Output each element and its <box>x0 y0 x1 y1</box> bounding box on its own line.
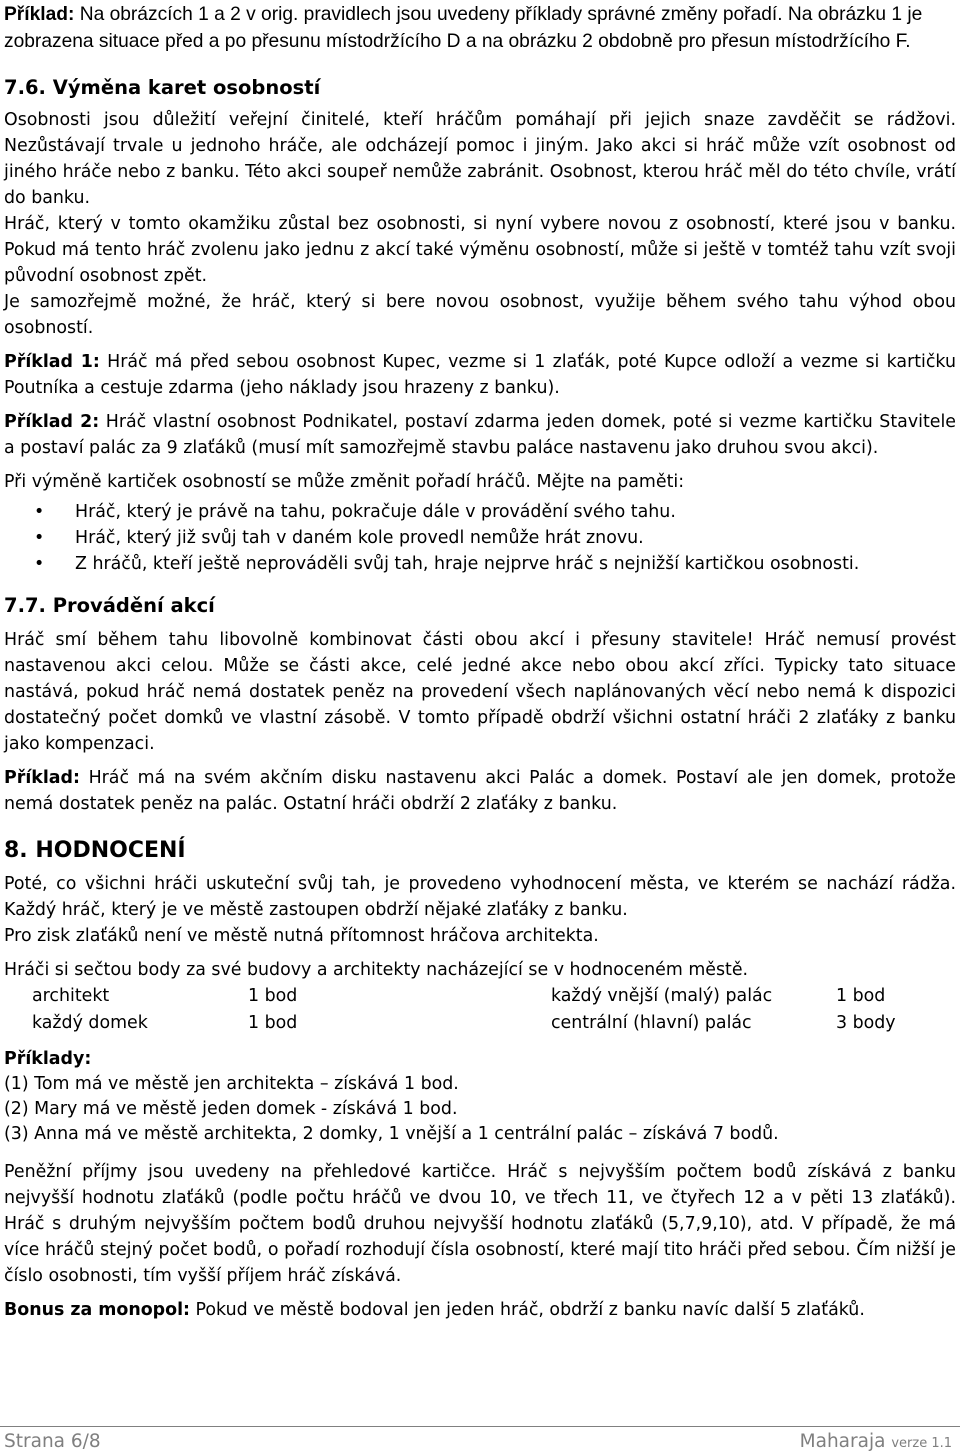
paragraph: Je samozřejmě možné, že hráč, který si bere novou osobnost, využije během svého tahu výhod obou osobností. <box>4 292 956 338</box>
page-footer <box>0 1426 960 1454</box>
example-1-text: Hráč má před sebou osobnost Kupec, vezme si 1 zlaťák, poté Kupce odloží a vezme si kartičku Poutníka a cestuje zdarma (jeho náklady jsou hrazeny z banku). <box>4 352 956 398</box>
paragraph: Při výměně kartiček osobností se může změnit pořadí hráčů. Mějte na paměti: <box>4 472 685 492</box>
bullet-icon: • <box>34 554 45 574</box>
table-cell: 1 bod <box>248 1012 298 1033</box>
paragraph: Hráč, který v tomto okamžiku zůstal bez osobnosti, si nyní vybere novou z osobností, které jsou v banku. Pokud má tento hráč zvolenu jako jednu z akcí také výměnu osobností, může si ještě v tomtéž tahu vzít svoji původní osobnost zpět. <box>4 214 956 286</box>
examples-label: Příklady: <box>4 1049 92 1069</box>
footer-version: verze 1.1 <box>891 1436 952 1451</box>
table-cell: architekt <box>32 986 110 1006</box>
intro-text: Na obrázcích 1 a 2 v orig. pravidlech jsou uvedeny příklady správné změny pořadí. Na obrázku 1 je zobrazena situace před a po přesunu místodržícího D a na obrázku 2 obdobně pro přesun místodržícího F. <box>4 4 923 52</box>
paragraph: Peněžní příjmy jsou uvedeny na přehledové kartičce. Hráč s nejvyšším počtem bodů získává z banku nejvyšší hodnotu zlaťáků (podle počtu hráčů ve dvou 10, ve třech 11, ve čtyřech 12 a v pěti 13 zlaťáků). Hráč s druhým nejvyšším počtem bodů druhou nejvyšší hodnotu zlaťáků (5,7,9,10), atd. V případě, že má více hráčů stejný počet bodů, o pořadí rozhodují čísla osobností, které mají tito hráči před sebou. Čím nižší je číslo osobnosti, tím vyšší příjem hráč získává. <box>4 1162 956 1286</box>
heading-7-7: 7.7. Provádění akcí <box>4 594 215 617</box>
heading-8: 8. HODNOCENÍ <box>4 838 186 863</box>
table-cell: centrální (hlavní) palác <box>551 1012 752 1033</box>
example-text: Hráč má na svém akčním disku nastavenu akci Palác a domek. Postaví ale jen domek, protože nemá dostatek peněz na palác. Ostatní hráči obdrží 2 zlaťáky z banku. <box>4 768 956 814</box>
paragraph: Pro zisk zlaťáků není ve městě nutná přítomnost hráčova architekta. <box>4 926 599 946</box>
table-cell: 3 body <box>836 1012 896 1033</box>
example-2-text: Hráč vlastní osobnost Podnikatel, postaví zdarma jeden domek, poté si vezme kartičku Stavitele a postaví palác za 9 zlaťáků (musí mít samozřejmě stavbu paláce nastavenu jako druhou svou akci). <box>4 412 956 458</box>
example-item: (2) Mary má ve městě jeden domek - získává 1 bod. <box>4 1099 458 1119</box>
table-cell: 1 bod <box>248 986 298 1006</box>
scoring-table <box>4 983 956 1036</box>
list-item: • Hráč, který je právě na tahu, pokračuje dále v provádění svého tahu. <box>4 499 956 525</box>
example-item: (1) Tom má ve městě jen architekta – získává 1 bod. <box>4 1074 459 1094</box>
footer-game-title: Maharaja <box>799 1431 886 1452</box>
footer-title <box>800 1430 952 1456</box>
bullet-icon: • <box>34 502 45 522</box>
example <box>4 765 956 817</box>
bullet-icon: • <box>34 528 45 548</box>
example-2 <box>4 409 956 461</box>
table-cell: každý vnější (malý) palác <box>551 986 773 1006</box>
example-item: (3) Anna má ve městě architekta, 2 domky, 1 vnější a 1 centrální palác – získává 7 bodů. <box>4 1124 779 1144</box>
bonus-paragraph <box>4 1297 956 1323</box>
paragraph: Hráči si sečtou body za své budovy a architekty nacházející se v hodnoceném městě. <box>4 960 749 980</box>
intro-paragraph <box>4 2 956 55</box>
bullet-list <box>4 499 956 577</box>
document-page <box>4 0 956 1323</box>
example-1-label: Příklad 1: <box>4 352 100 372</box>
table-row <box>4 983 956 1010</box>
table-cell: každý domek <box>32 1012 148 1033</box>
intro-label: Příklad: <box>4 4 75 25</box>
example-1 <box>4 349 956 401</box>
list-item: • Z hráčů, kteří ještě neprováděli svůj tah, hraje nejprve hráč s nejnižší kartičkou osobnosti. <box>4 551 956 577</box>
heading-7-6: 7.6. Výměna karet osobností <box>4 76 321 99</box>
paragraph: Osobnosti jsou důležití veřejní činitelé, kteří hráčům pomáhají při jejich snaze zavděčit se rádžovi. Nezůstávají trvale u jednoho hráče, ale odcházejí pomoc i jiným. Jako akci si hráč může vzít osobnost od jiného hráče nebo z banku. Této akci soupeř nemůže zabránit. Osobnost, kterou hráč měl do této chvíle, vrátí do banku. <box>4 110 956 208</box>
bonus-text: Pokud ve městě bodoval jen jeden hráč, obdrží z banku navíc další 5 zlaťáků. <box>190 1300 865 1320</box>
paragraph: Hráč smí během tahu libovolně kombinovat části obou akcí i přesuny stavitele! Hráč nemusí provést nastavenou akci celou. Může se části akce, celé jedné akce nebo obou akcí zříci. Typicky tato situace nastává, pokud hráč nemá dostatek peněz na provedení všech naplánovaných věcí nebo nemá k dispozici dostatečný počet domků ve vlastní zásobě. V tomto případě obdrží všichni ostatní hráči 2 zlaťáky z banku jako kompenzaci. <box>4 630 956 754</box>
table-cell: 1 bod <box>836 986 886 1006</box>
example-2-label: Příklad 2: <box>4 412 100 432</box>
example-label: Příklad: <box>4 768 80 788</box>
table-row <box>4 1010 956 1037</box>
paragraph: Poté, co všichni hráči uskuteční svůj tah, je provedeno vyhodnocení města, ve kterém se nachází rádža. Každý hráč, který je ve městě zastoupen obdrží nějaké zlaťáky z banku. <box>4 874 956 920</box>
page-number: Strana 6/8 <box>4 1431 101 1452</box>
list-item: • Hráč, který již svůj tah v daném kole provedl nemůže hrát znovu. <box>4 525 956 551</box>
bonus-label: Bonus za monopol: <box>4 1300 190 1320</box>
